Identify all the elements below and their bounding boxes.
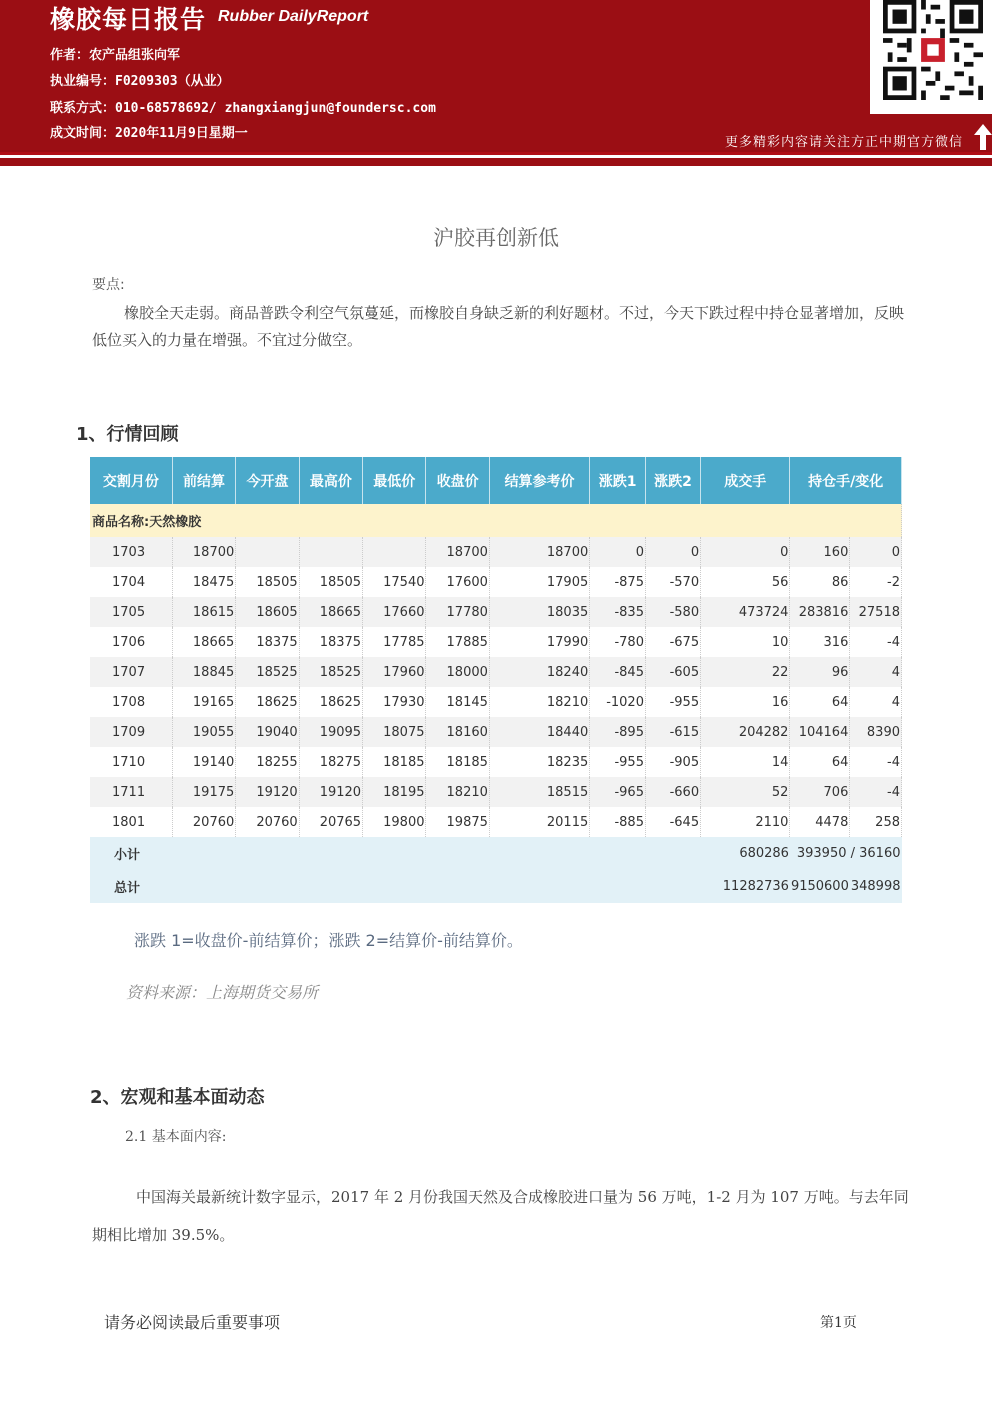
table-row: [90, 747, 902, 777]
table-cell: 17540: [363, 567, 426, 597]
table-cell: -780: [590, 627, 646, 657]
table-header-cell: 涨跌2: [645, 457, 700, 504]
table-row: [90, 657, 902, 687]
table-cell: 18665: [299, 597, 362, 627]
author-line: 作者：农产品组张向军: [50, 48, 181, 63]
table-cell: 204282: [701, 717, 790, 747]
formula-note: 涨跌 1=收盘价-前结算价；涨跌 2=结算价-前结算价。: [134, 931, 523, 950]
table-cell: [363, 537, 426, 567]
total-label: 总计: [90, 870, 701, 903]
table-cell: 17885: [426, 627, 489, 657]
table-cell: 64: [790, 687, 850, 717]
table-cell: 1703: [90, 537, 172, 567]
table-cell: 19140: [172, 747, 235, 777]
table-header-cell: 今开盘: [236, 457, 299, 504]
table-cell: 1709: [90, 717, 172, 747]
table-cell: 18185: [426, 747, 489, 777]
table-header-cell: 交割月份: [90, 457, 172, 504]
product-row: [90, 504, 902, 537]
subtotal-open-interest: 393950 / 36160: [790, 837, 902, 870]
table-cell: 20765: [299, 807, 362, 837]
table-cell: 56: [701, 567, 790, 597]
table-cell: 86: [790, 567, 850, 597]
total-row: [90, 870, 902, 903]
table-cell: 18625: [299, 687, 362, 717]
product-name: 商品名称:天然橡胶: [90, 504, 902, 537]
table-cell: 18195: [363, 777, 426, 807]
table-cell: 160: [790, 537, 850, 567]
table-cell: 1705: [90, 597, 172, 627]
table-header-cell: 收盘价: [426, 457, 489, 504]
table-cell: -895: [590, 717, 646, 747]
table-cell: -955: [645, 687, 700, 717]
date-line: 成文时间：2020年11月9日星期一: [50, 126, 248, 141]
table-cell: 17930: [363, 687, 426, 717]
table-cell: 473724: [701, 597, 790, 627]
table-cell: 316: [790, 627, 850, 657]
table-row: [90, 687, 902, 717]
table-cell: 16: [701, 687, 790, 717]
table-row: [90, 627, 902, 657]
table-cell: 17960: [363, 657, 426, 687]
table-cell: 19800: [363, 807, 426, 837]
table-cell: 17905: [489, 567, 589, 597]
table-cell: 20760: [236, 807, 299, 837]
keypoint-label: 要点:: [92, 277, 125, 293]
table-cell: 1710: [90, 747, 172, 777]
header-divider-bar: [0, 158, 992, 166]
subtotal-volume: 680286: [701, 837, 790, 870]
total-volume: 11282736: [701, 870, 790, 903]
table-cell: 18845: [172, 657, 235, 687]
table-cell: 17990: [489, 627, 589, 657]
table-header-cell: 成交手: [701, 457, 790, 504]
table-cell: 64: [790, 747, 850, 777]
table-cell: 22: [701, 657, 790, 687]
table-cell: 17600: [426, 567, 489, 597]
table-cell: 0: [701, 537, 790, 567]
table-cell: -835: [590, 597, 646, 627]
table-cell: -605: [645, 657, 700, 687]
table-cell: -660: [645, 777, 700, 807]
table-cell: 1708: [90, 687, 172, 717]
table-cell: 18525: [236, 657, 299, 687]
table-cell: -1020: [590, 687, 646, 717]
table-cell: 18240: [489, 657, 589, 687]
table-row: [90, 717, 902, 747]
table-cell: -675: [645, 627, 700, 657]
table-cell: 19120: [299, 777, 362, 807]
subtotal-row: [90, 837, 902, 870]
report-title-cn: 橡胶每日报告: [50, 5, 207, 34]
table-cell: 18235: [489, 747, 589, 777]
table-cell: 18185: [363, 747, 426, 777]
table-cell: 4: [850, 687, 902, 717]
table-cell: 18210: [489, 687, 589, 717]
table-cell: 20115: [489, 807, 589, 837]
table-cell: 0: [645, 537, 700, 567]
table-cell: 18145: [426, 687, 489, 717]
table-cell: 18700: [172, 537, 235, 567]
table-cell: 18665: [172, 627, 235, 657]
table-header-cell: 涨跌1: [590, 457, 646, 504]
table-cell: -4: [850, 777, 902, 807]
table-cell: 18515: [489, 777, 589, 807]
table-header-cell: 前结算: [172, 457, 235, 504]
table-cell: -875: [590, 567, 646, 597]
table-cell: 706: [790, 777, 850, 807]
table-cell: 18700: [489, 537, 589, 567]
table-cell: -4: [850, 627, 902, 657]
table-cell: 4478: [790, 807, 850, 837]
table-cell: 0: [590, 537, 646, 567]
fundamentals-paragraph: 中国海关最新统计数字显示，2017 年 2 月份我国天然及合成橡胶进口量为 56 万吨，1-2 月为 107 万吨。与去年同期相比增加 39.5%。: [92, 1188, 909, 1244]
table-cell: 18275: [299, 747, 362, 777]
arrow-up-icon: [974, 124, 992, 150]
table-cell: 18605: [236, 597, 299, 627]
qr-code-icon: [870, 0, 992, 114]
table-cell: 19120: [236, 777, 299, 807]
keypoint-paragraph: 橡胶全天走弱。商品普跌令利空气氛蔓延，而橡胶自身缺乏新的利好题材。不过，今天下跌过程中持仓显著增加，反映低位买入的力量在增强。不宜过分做空。: [92, 304, 905, 349]
table-cell: 1801: [90, 807, 172, 837]
table-cell: 18505: [236, 567, 299, 597]
header-divider: [0, 152, 992, 155]
report-header: [0, 0, 992, 152]
table-cell: 18160: [426, 717, 489, 747]
table-header-row: [90, 457, 902, 504]
table-cell: 18075: [363, 717, 426, 747]
table-cell: 19875: [426, 807, 489, 837]
table-cell: 18035: [489, 597, 589, 627]
page-number: 第1页: [820, 1315, 857, 1331]
table-cell: 1706: [90, 627, 172, 657]
follow-wechat-text: 更多精彩内容请关注方正中期官方微信: [725, 135, 964, 150]
table-cell: -845: [590, 657, 646, 687]
table-cell: 17785: [363, 627, 426, 657]
table-cell: -570: [645, 567, 700, 597]
table-cell: -645: [645, 807, 700, 837]
table-cell: 4: [850, 657, 902, 687]
table-cell: 96: [790, 657, 850, 687]
table-cell: 258: [850, 807, 902, 837]
data-source: 资料来源：上海期货交易所: [126, 983, 319, 1002]
table-row: [90, 777, 902, 807]
table-cell: 104164: [790, 717, 850, 747]
report-title-en: Rubber DailyReport: [218, 8, 369, 25]
section-macro: 2、宏观和基本面动态: [90, 1087, 265, 1108]
table-cell: 20760: [172, 807, 235, 837]
table-cell: 18700: [426, 537, 489, 567]
table-cell: 18440: [489, 717, 589, 747]
table-header-cell: 最低价: [363, 457, 426, 504]
table-cell: 18255: [236, 747, 299, 777]
table-cell: 17660: [363, 597, 426, 627]
table-cell: -615: [645, 717, 700, 747]
table-cell: 1707: [90, 657, 172, 687]
table-cell: 27518: [850, 597, 902, 627]
table-cell: -885: [590, 807, 646, 837]
table-cell: -4: [850, 747, 902, 777]
subtotal-label: 小计: [90, 837, 701, 870]
section-market-review: 1、行情回顾: [76, 424, 179, 445]
table-cell: 19175: [172, 777, 235, 807]
market-table: [90, 457, 902, 903]
table-cell: -2: [850, 567, 902, 597]
contact-line: 联系方式：010-68578692/ zhangxiangjun@foundersc.com: [50, 101, 436, 116]
table-cell: 1704: [90, 567, 172, 597]
table-row: [90, 537, 902, 567]
table-cell: [236, 537, 299, 567]
table-cell: -905: [645, 747, 700, 777]
table-cell: -965: [590, 777, 646, 807]
table-cell: 14: [701, 747, 790, 777]
table-cell: 19055: [172, 717, 235, 747]
total-change: 348998: [850, 870, 902, 903]
table-row: [90, 567, 902, 597]
total-open-interest: 9150600: [790, 870, 850, 903]
table-cell: 18525: [299, 657, 362, 687]
table-cell: 0: [850, 537, 902, 567]
table-cell: 18375: [236, 627, 299, 657]
table-cell: 10: [701, 627, 790, 657]
table-header-cell: 结算参考价: [489, 457, 589, 504]
table-cell: [299, 537, 362, 567]
table-cell: 18210: [426, 777, 489, 807]
table-header-cell: 持仓手/变化: [790, 457, 902, 504]
table-cell: 8390: [850, 717, 902, 747]
table-cell: 18000: [426, 657, 489, 687]
table-cell: 2110: [701, 807, 790, 837]
license-line: 执业编号：F0209303（从业）: [50, 74, 230, 89]
table-cell: 1711: [90, 777, 172, 807]
table-cell: 18375: [299, 627, 362, 657]
table-cell: 52: [701, 777, 790, 807]
footer-disclaimer: 请务必阅读最后重要事项: [104, 1313, 281, 1332]
table-header-cell: 最高价: [299, 457, 362, 504]
table-cell: -955: [590, 747, 646, 777]
table-cell: 17780: [426, 597, 489, 627]
table-row: [90, 807, 902, 837]
table-cell: 19165: [172, 687, 235, 717]
table-cell: 19095: [299, 717, 362, 747]
table-cell: 283816: [790, 597, 850, 627]
subsection-fundamentals: 2.1 基本面内容:: [125, 1129, 227, 1145]
table-cell: 18625: [236, 687, 299, 717]
doc-title: 沪胶再创新低: [433, 226, 559, 250]
table-row: [90, 597, 902, 627]
table-cell: 18615: [172, 597, 235, 627]
table-cell: 18475: [172, 567, 235, 597]
table-cell: -580: [645, 597, 700, 627]
table-cell: 19040: [236, 717, 299, 747]
table-cell: 18505: [299, 567, 362, 597]
